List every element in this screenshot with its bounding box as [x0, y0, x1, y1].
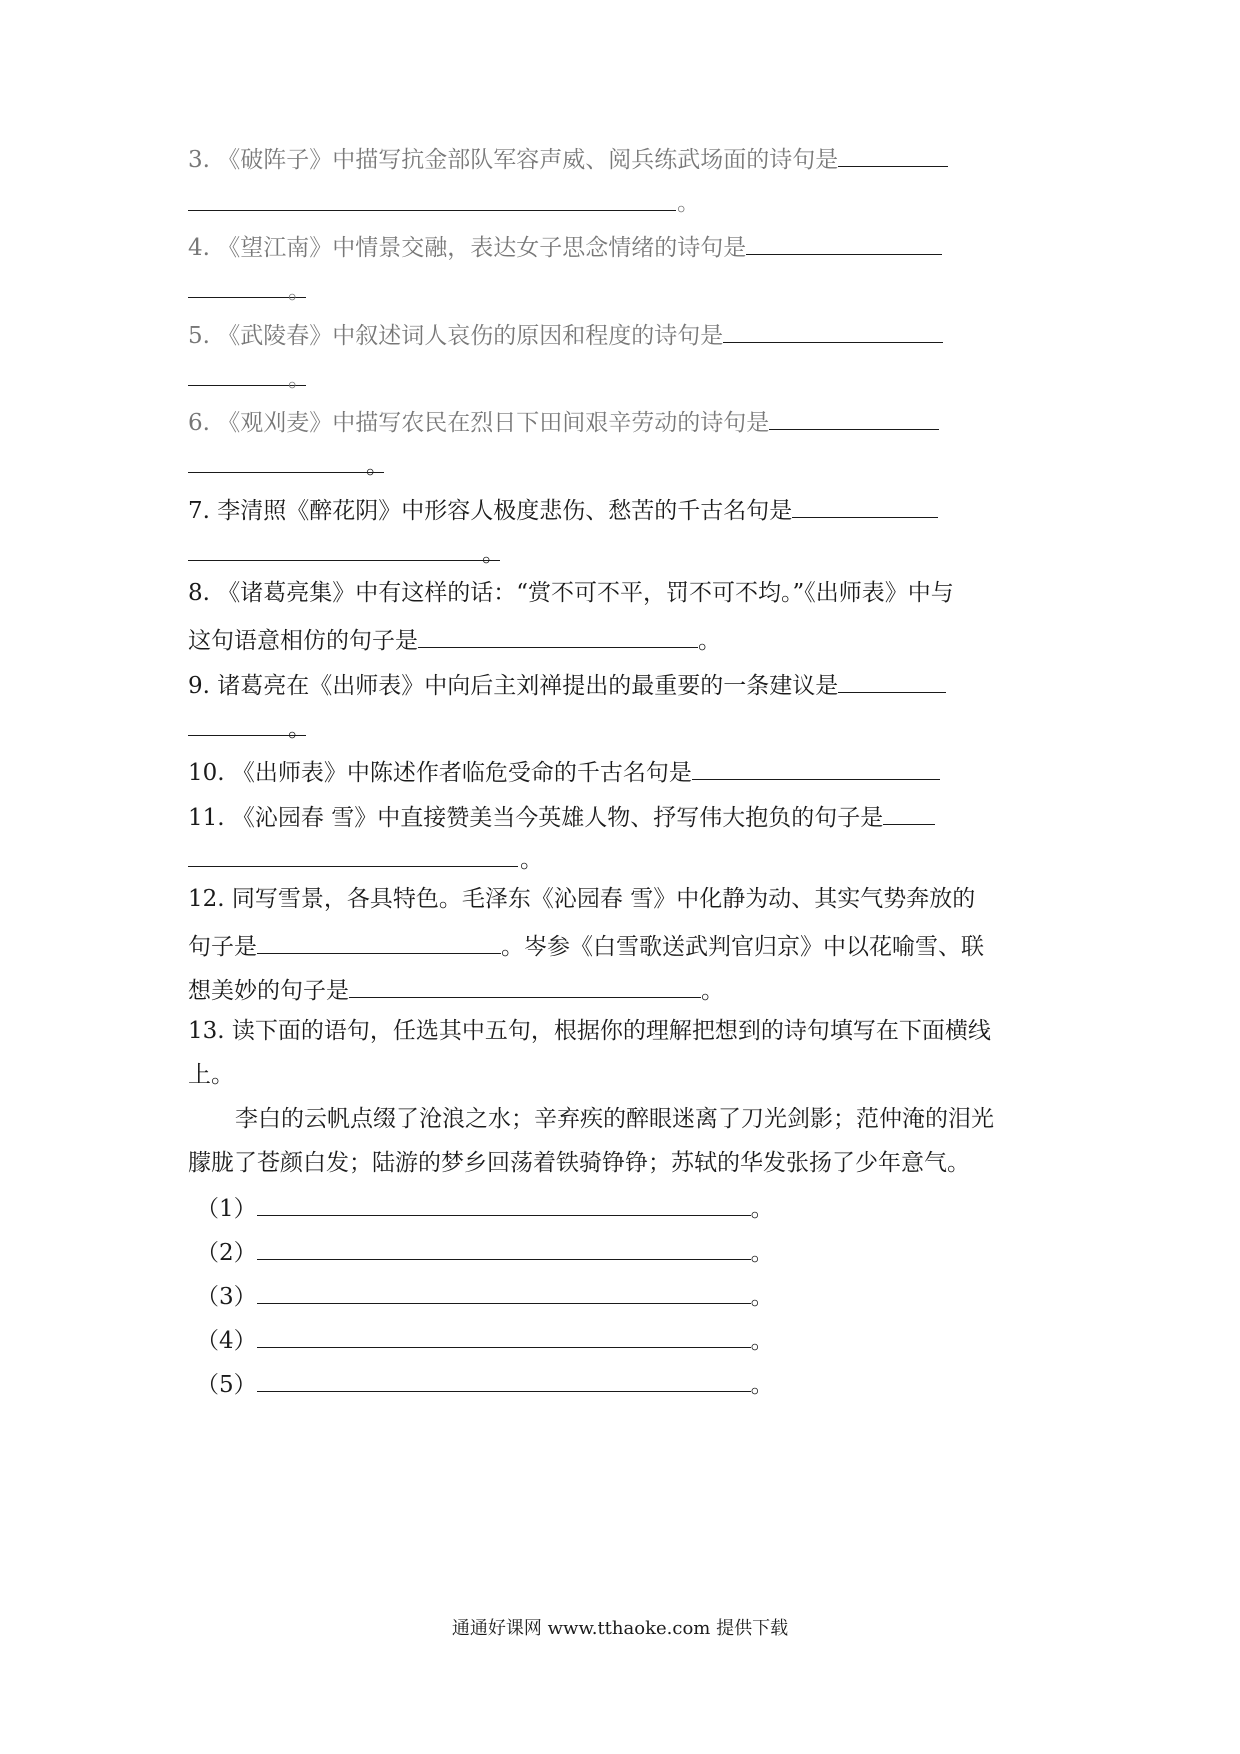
item-number: （2）: [196, 1240, 257, 1266]
period: 。: [520, 847, 543, 873]
answer-item-2: [196, 1235, 774, 1268]
question-12-continued: [188, 973, 724, 1006]
question-10-text: 10. 《出师表》中陈述作者临危受命的千古名句是: [188, 760, 692, 786]
question-4: [188, 230, 942, 263]
question-8-text: 8. 《诸葛亮集》中有这样的话：“赏不可不平，罚不可不均。”《出师表》中与: [188, 580, 954, 606]
answer-blank[interactable]: [188, 866, 518, 867]
period: 。: [750, 1240, 774, 1266]
answer-blank[interactable]: [188, 472, 384, 473]
question-13: [188, 1016, 991, 1046]
question-10: [188, 755, 940, 788]
answer-blank[interactable]: [188, 560, 500, 561]
answer-blank[interactable]: [418, 623, 698, 648]
question-7: [188, 493, 938, 526]
answer-blank[interactable]: [257, 1367, 751, 1392]
question-8-text: 这句语意相仿的句子是: [188, 628, 418, 654]
question-8-continued: [188, 623, 721, 656]
answer-blank[interactable]: [349, 973, 701, 998]
period: 。: [750, 1196, 774, 1222]
question-13-text: 13. 读下面的语句，任选其中五句，根据你的理解把想到的诗句填写在下面横线: [188, 1018, 991, 1044]
answer-blank[interactable]: [257, 1279, 751, 1304]
question-12-continued: [188, 929, 984, 962]
period: 。: [288, 278, 311, 304]
answer-blank[interactable]: [257, 1235, 751, 1260]
question-6: [188, 405, 939, 438]
page-footer: 通通好课网 www.tthaoke.com 提供下载: [451, 1618, 789, 1639]
question-12-text: 12. 同写雪景，各具特色。毛泽东《沁园春 雪》中化静为动、其实气势奔放的: [188, 886, 976, 912]
period: 。: [288, 716, 311, 742]
answer-blank[interactable]: [257, 1191, 751, 1216]
question-12-text: 想美妙的句子是: [188, 978, 349, 1004]
question-9-text: 9. 诸葛亮在《出师表》中向后主刘禅提出的最重要的一条建议是: [188, 673, 839, 699]
period: 。: [288, 366, 311, 392]
answer-blank[interactable]: [692, 755, 940, 780]
question-13-text: 上。: [188, 1062, 234, 1088]
period: 。: [482, 541, 505, 567]
answer-item-5: [196, 1367, 774, 1400]
answer-item-4: [196, 1323, 774, 1356]
answer-blank[interactable]: [769, 405, 939, 430]
period: 。: [750, 1372, 774, 1398]
passage-text: 朦胧了苍颜白发；陆游的梦乡回荡着铁骑铮铮；苏轼的华发张扬了少年意气。: [188, 1150, 970, 1176]
answer-blank[interactable]: [188, 210, 676, 211]
question-11-text: 11. 《沁园春 雪》中直接赞美当今英雄人物、抒写伟大抱负的句子是: [188, 805, 884, 831]
item-number: （5）: [196, 1372, 257, 1398]
question-5-text: 5. 《武陵春》中叙述词人哀伤的原因和程度的诗句是: [188, 323, 724, 349]
period: 。: [366, 453, 389, 479]
question-12: [188, 884, 975, 914]
answer-blank[interactable]: [723, 318, 943, 343]
question-12-text: 句子是: [188, 934, 257, 960]
period: 。: [698, 628, 721, 654]
answer-blank[interactable]: [257, 929, 501, 954]
answer-blank[interactable]: [257, 1323, 751, 1348]
question-3: [188, 142, 948, 175]
question-3-text: 3. 《破阵子》中描写抗金部队军容声威、阅兵练武场面的诗句是: [188, 147, 839, 173]
period: 。: [750, 1284, 774, 1310]
passage-line: [235, 1104, 994, 1134]
passage-text: 李白的云帆点缀了沧浪之水；辛弃疾的醉眼迷离了刀光剑影；范仲淹的泪光: [235, 1106, 994, 1132]
passage-line: [188, 1148, 970, 1178]
question-7-text: 7. 李清照《醉花阴》中形容人极度悲伤、愁苦的千古名句是: [188, 498, 793, 524]
item-number: （4）: [196, 1328, 257, 1354]
question-11: [188, 800, 935, 833]
question-9: [188, 668, 946, 701]
question-4-text: 4. 《望江南》中情景交融，表达女子思念情绪的诗句是: [188, 235, 747, 261]
answer-item-1: [196, 1191, 774, 1224]
answer-blank[interactable]: [838, 142, 948, 167]
period: 。: [750, 1328, 774, 1354]
answer-item-3: [196, 1279, 774, 1312]
period: 。: [677, 190, 700, 216]
question-12-text: 。岑参《白雪歌送武判官归京》中以花喻雪、联: [501, 934, 984, 960]
answer-blank[interactable]: [746, 230, 942, 255]
item-number: （3）: [196, 1284, 257, 1310]
item-number: （1）: [196, 1196, 257, 1222]
question-8: [188, 578, 954, 608]
answer-blank[interactable]: [883, 800, 935, 825]
period: 。: [701, 978, 724, 1004]
question-5: [188, 318, 943, 351]
question-13-continued: [188, 1060, 234, 1090]
answer-blank[interactable]: [792, 493, 938, 518]
answer-blank[interactable]: [838, 668, 946, 693]
question-6-text: 6. 《观刈麦》中描写农民在烈日下田间艰辛劳动的诗句是: [188, 410, 770, 436]
